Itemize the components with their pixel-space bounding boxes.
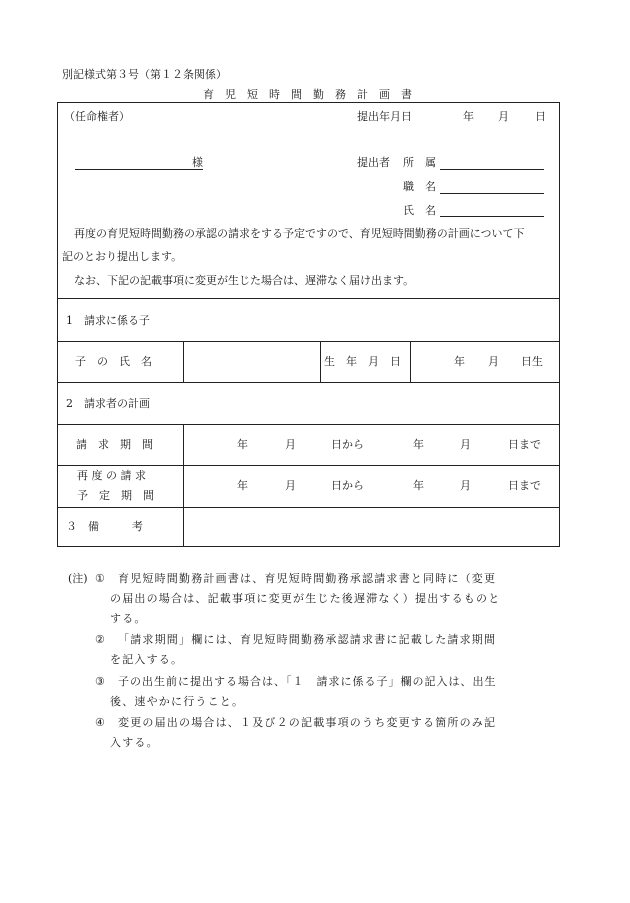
note3-line2: 後、速やかに行うこと。 [110, 695, 245, 708]
remarks-label: ３ 備 考 [66, 520, 143, 533]
submitter-label: 提出者 [357, 156, 390, 169]
form-number: 別記様式第３号（第１２条関係） [62, 68, 227, 81]
submit-year-label: 年 [463, 110, 474, 123]
submit-month-label: 月 [498, 110, 509, 123]
addressee-honorific: 様 [192, 156, 203, 169]
divider [58, 382, 559, 383]
submit-date-label: 提出年月日 [357, 110, 412, 123]
document-title: 育 児 短 時 間 勤 務 計 画 書 [203, 88, 412, 101]
note2-line2: を記入する。 [110, 653, 184, 666]
note1-line1: 育児短時間勤務計画書は、育児短時間勤務承認請求書と同時に（変更 [118, 572, 497, 585]
note4-mark: ④ [95, 716, 105, 729]
period-end-month: 月 [460, 438, 471, 451]
addressee-underline [75, 169, 203, 170]
divider [58, 424, 559, 425]
child-name-label: 子 の 氏 名 [75, 355, 152, 368]
section1-heading: 1 請求に係る子 [66, 314, 150, 327]
birth-date-label: 生 年 月 日 [324, 355, 401, 368]
submit-day-label: 日 [535, 110, 546, 123]
planned-period-label-line1: 再 度 の 請 求 [77, 469, 146, 482]
note2-line1: 「請求期間」欄には、育児短時間勤務承認請求書に記載した請求期間 [118, 633, 497, 646]
planned-end-until: 日まで [508, 479, 541, 492]
planned-end-month: 月 [460, 479, 471, 492]
birth-day-label: 日生 [521, 355, 543, 368]
note2-mark: ② [95, 633, 105, 646]
planned-start-month: 月 [285, 479, 296, 492]
birth-year-label: 年 [454, 355, 465, 368]
period-start-from: 日から [331, 438, 364, 451]
appointer-label: （任命権者） [64, 110, 130, 123]
note4-line2: 入する。 [110, 736, 159, 749]
note4-line1: 変更の届出の場合は、１及び２の記載事項のうち変更する箇所のみ記 [118, 716, 497, 729]
planned-start-year: 年 [237, 479, 248, 492]
period-end-until: 日まで [508, 438, 541, 451]
affiliation-label: 所 属 [403, 156, 436, 169]
position-label: 職 名 [403, 180, 436, 193]
column-divider [410, 341, 411, 382]
notes-prefix: (注) [68, 572, 88, 585]
planned-end-year: 年 [413, 479, 424, 492]
birth-month-label: 月 [488, 355, 499, 368]
note3-mark: ③ [95, 675, 105, 688]
note1-line3: する。 [110, 612, 147, 625]
remarks-field[interactable] [184, 508, 558, 545]
divider [58, 298, 559, 299]
request-period-label: 請 求 期 間 [76, 438, 153, 451]
column-divider [320, 341, 321, 382]
position-underline [440, 193, 544, 194]
affiliation-underline [440, 169, 544, 170]
period-end-year: 年 [413, 438, 424, 451]
child-name-field[interactable] [184, 341, 318, 380]
period-start-year: 年 [237, 438, 248, 451]
planned-period-label-line2: 予 定 期 間 [77, 489, 154, 502]
note3-line1: 子の出生前に提出する場合は、「１ 請求に係る子」欄の記入は、出生 [118, 675, 497, 688]
body-text-line1: 再度の育児短時間勤務の承認の請求をする予定ですので、育児短時間勤務の計画について下 [74, 227, 525, 240]
divider [58, 465, 559, 466]
period-start-month: 月 [285, 438, 296, 451]
name-label: 氏 名 [403, 204, 436, 217]
planned-start-from: 日から [331, 479, 364, 492]
note1-line2: の届出の場合は、記載事項に変更が生じた後遅滞なく）提出するものと [110, 592, 501, 605]
note1-mark: ① [95, 572, 105, 585]
body-text-line2: 記のとおり提出します。 [62, 250, 183, 263]
section2-heading: 2 請求者の計画 [66, 397, 150, 410]
name-underline [440, 216, 544, 217]
body-text-line3: なお、下記の記載事項に変更が生じた場合は、遅滞なく届け出ます。 [74, 274, 415, 287]
